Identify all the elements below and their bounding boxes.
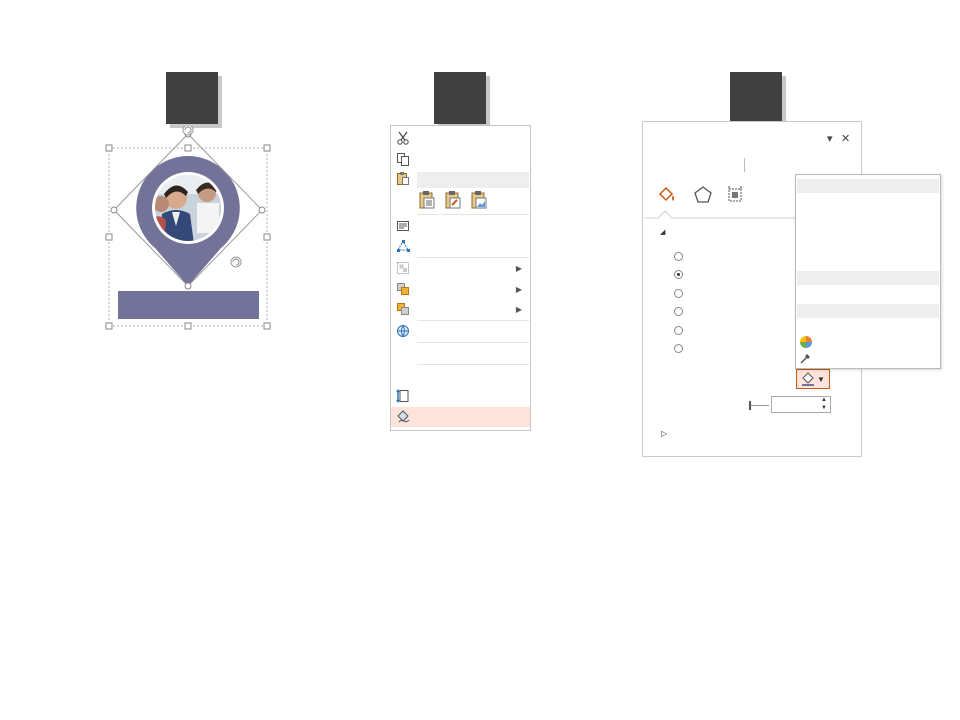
theme-colors-header	[797, 179, 939, 193]
color-wheel-icon	[800, 336, 812, 348]
eyedropper-item[interactable]	[800, 352, 819, 364]
transparency-input[interactable]	[771, 396, 831, 413]
instructions-list	[10, 522, 46, 614]
radio-gradient-fill[interactable]	[674, 289, 688, 298]
fill-line-icon[interactable]	[657, 185, 679, 208]
radio-slide-background-fill[interactable]	[674, 344, 688, 353]
copy-icon	[395, 152, 411, 166]
radio-no-fill[interactable]	[674, 252, 688, 261]
submenu-arrow-icon: ▶	[515, 284, 522, 294]
color-palette-dropdown	[795, 174, 941, 369]
menu-item-edit-text[interactable]	[391, 216, 530, 236]
spinner-icon[interactable]: ▲ ▼	[821, 397, 827, 411]
recent-colors-header	[797, 304, 939, 318]
edit-text-icon	[395, 219, 411, 233]
menu-item-set-default-shape[interactable]	[391, 365, 530, 385]
radio-solid-fill[interactable]	[674, 270, 688, 279]
menu-item-save-as-picture[interactable]	[391, 343, 530, 363]
menu-item-hyperlink[interactable]	[391, 321, 530, 341]
edit-points-icon	[395, 239, 411, 253]
instruction-item	[10, 591, 46, 614]
step-badge-2	[434, 72, 486, 124]
size-position-icon	[395, 389, 411, 403]
submenu-arrow-icon: ▶	[515, 304, 522, 314]
paste-options-label	[417, 172, 529, 188]
send-to-back-icon	[395, 302, 411, 316]
collapse-arrow-icon[interactable]: ◢	[660, 229, 666, 236]
pane-options-dropdown-icon[interactable]: ▾	[827, 133, 833, 145]
paste-destination-theme-icon[interactable]	[443, 190, 463, 210]
effects-icon[interactable]	[693, 185, 713, 208]
menu-item-copy[interactable]	[391, 149, 530, 169]
step-badge-1	[166, 72, 218, 124]
menu-item-edit-points[interactable]	[391, 236, 530, 256]
group-icon	[395, 261, 411, 275]
expand-arrow-icon[interactable]: ▷	[661, 429, 668, 438]
chevron-down-icon: ▼	[817, 374, 825, 384]
size-properties-icon[interactable]	[725, 185, 745, 208]
paste-icon	[395, 171, 411, 185]
step-badge-3	[730, 72, 782, 124]
instruction-item	[10, 522, 46, 545]
transparency-slider[interactable]	[749, 401, 769, 410]
more-colors-item[interactable]	[800, 336, 819, 348]
submenu-arrow-icon: ▶	[515, 263, 522, 273]
radio-pattern-fill[interactable]	[674, 326, 688, 335]
menu-item-bring-to-front[interactable]	[391, 279, 530, 299]
menu-item-cut[interactable]	[391, 128, 530, 148]
context-menu	[390, 125, 531, 431]
instruction-item	[10, 545, 46, 568]
paste-option-buttons	[417, 190, 489, 210]
menu-item-format-shape[interactable]	[391, 407, 530, 427]
paste-keep-source-icon[interactable]	[417, 190, 437, 210]
standard-colors-header	[797, 271, 939, 285]
hyperlink-icon	[395, 324, 411, 338]
menu-item-send-to-back[interactable]	[391, 299, 530, 319]
scissors-icon	[395, 131, 411, 145]
paste-picture-icon[interactable]	[469, 190, 489, 210]
format-shape-icon	[395, 410, 411, 424]
menu-item-size-position[interactable]	[391, 386, 530, 406]
pin-shape-selection[interactable]	[104, 126, 276, 336]
bring-to-front-icon	[395, 282, 411, 296]
rotate-handle-icon[interactable]	[183, 126, 193, 135]
close-icon[interactable]: ✕	[841, 133, 851, 145]
menu-item-group[interactable]	[391, 258, 530, 278]
rotate-handle-icon[interactable]	[231, 257, 241, 267]
selected-shape-panel	[104, 126, 276, 336]
eyedropper-icon	[800, 352, 812, 364]
radio-picture-texture-fill[interactable]	[674, 307, 688, 316]
paint-bucket-icon	[801, 372, 815, 386]
instruction-item	[10, 568, 46, 591]
color-picker-button[interactable]	[796, 369, 830, 389]
